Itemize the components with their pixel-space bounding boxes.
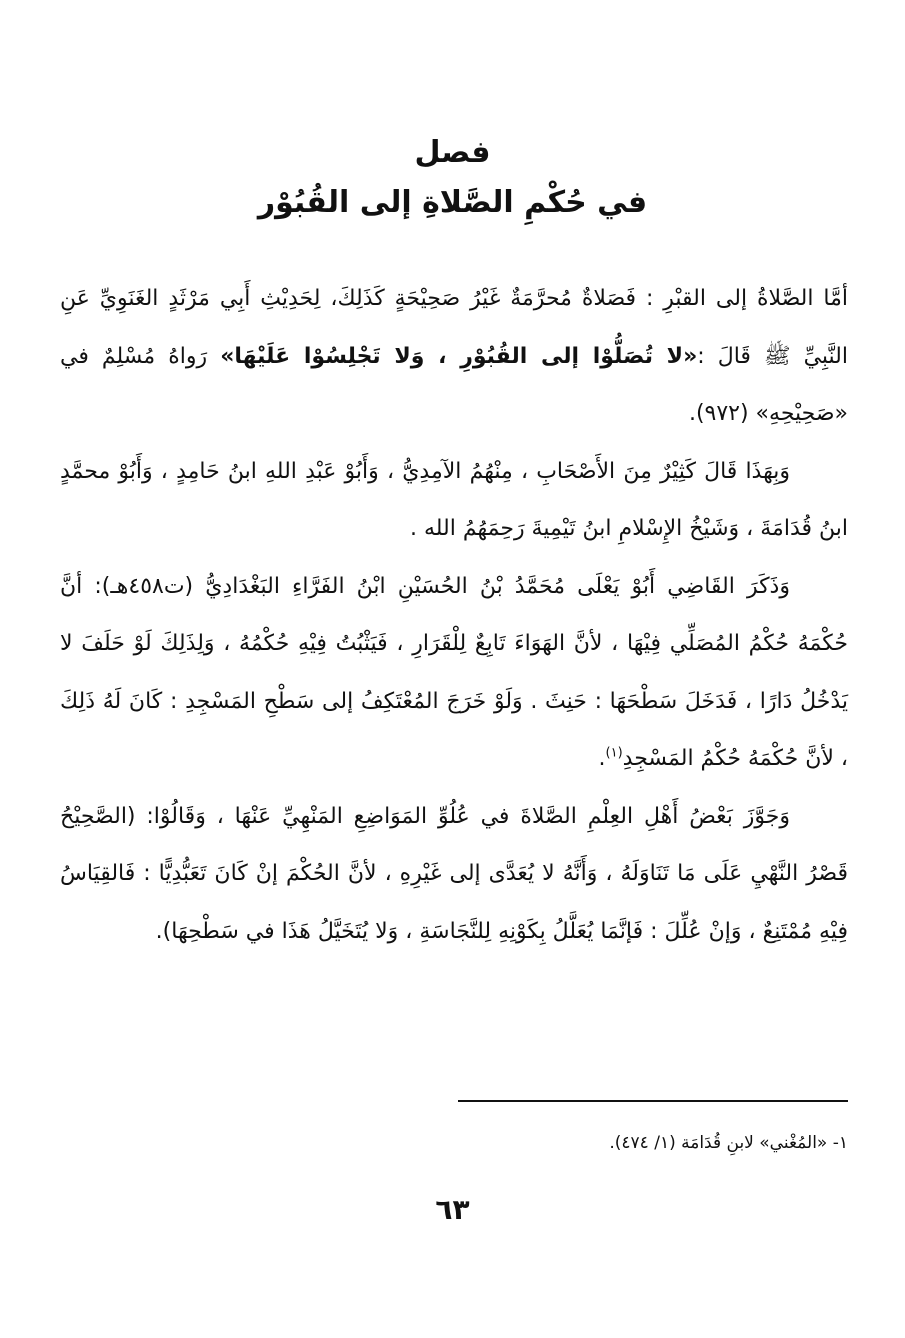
footnote: ١- «المُغْني» لابنِ قُدَامَة (١/ ٤٧٤). bbox=[609, 1133, 848, 1153]
paragraph-4: وَجَوَّزَ بَعْضُ أَهْلِ العِلْمِ الصَّلاةَ في عُلُوِّ المَوَاضِعِ المَنْهِيِّ عَنْهَا ، وَقَالُوْا: (الصَّحِيْحُ قَصْرُ النَّهْيِ عَلَى مَا تَنَاوَلَهُ ، وَأَنَّهُ لا يُعَدَّى إلى غَيْرِهِ ، لأنَّ الحُكْمَ إنْ كَانَ تَعَبُّدِيًّا : فَالقِيَاسُ فِيْهِ مُمْتَنِعٌ ، وَإنْ عُلِّلَ : فَإنَّمَا يُعَلَّلُ بِكَوْنِهِ لِلنَّجَاسَةِ ، وَلا يُتَخَيَّلُ هَذَا في سَطْحِهَا). bbox=[60, 803, 848, 944]
hadith-quote: «لا تُصَلُّوْا إلى القُبُوْرِ ، وَلا تَجْلِسُوْا عَلَيْهَا» bbox=[220, 343, 698, 369]
paragraph-3-text: وَذَكَرَ القَاضِي أَبُوْ يَعْلَى مُحَمَّدُ بْنُ الحُسَيْنِ ابْنُ الفَرَّاءِ البَغْدَادِيُّ (ت٤٥٨هـ): أنَّ حُكْمَهُ حُكْمُ المُصَلِّي فِيْهَا ، لأنَّ الهَوَاءَ تَابِعٌ لِلْقَرَارِ ، فَيَثْبُتُ فِيْهِ حُكْمُهُ ، وَلِذَلِكَ لَوْ حَلَفَ لا يَدْخُلُ دَارًا ، فَدَخَلَ سَطْحَهَا : حَنِثَ . وَلَوْ خَرَجَ المُعْتَكِفُ إلى سَطْحِ المَسْجِدِ : كَانَ لَهُ ذَلِكَ ، لأنَّ حُكْمَهُ حُكْمُ المَسْجِدِ bbox=[60, 573, 848, 771]
paragraph-1 bbox=[60, 270, 848, 443]
paragraph-3 bbox=[60, 558, 848, 788]
page-number: ٦٣ bbox=[435, 1193, 470, 1226]
section-title: فصل bbox=[414, 135, 491, 170]
paragraph-1-citation: رَواهُ مُسْلِمٌ في «صَحِيْحِهِ» (٩٧٢). bbox=[60, 343, 848, 426]
paragraph-1-intro: أمَّا الصَّلاةُ إلى القبْرِ : فَصَلاةٌ مُحرَّمَةٌ غَيْرُ صَحِيْحَةٍ كَذَلِكَ، لِحَدِيْثِ أَبِي مَرْثَدٍ الغَنَوِيِّ عَنِ النَّبِيِّ ﷺ قَالَ : bbox=[60, 286, 849, 369]
section-heading bbox=[0, 128, 905, 228]
footnote-divider bbox=[458, 1100, 848, 1102]
paragraph-2: وَبِهَذَا قَالَ كَثِيْرٌ مِنَ الأَصْحَابِ ، مِنْهُمُ الآمِدِيُّ ، وَأَبُوْ عَبْدِ اللهِ ابنُ حَامِدٍ ، وَأَبُوْ محمَّدٍ ابنُ قُدَامَةَ ، وَشَيْخُ الإِسْلامِ ابنُ تَيْمِيةَ رَحِمَهُمُ الله . bbox=[60, 458, 848, 541]
body-text bbox=[60, 270, 848, 960]
paragraph-3-end: . bbox=[598, 746, 606, 771]
section-subtitle: في حُكْمِ الصَّلاةِ إلى القُبُوْر bbox=[257, 185, 648, 220]
footnote-reference: (١) bbox=[605, 745, 623, 761]
